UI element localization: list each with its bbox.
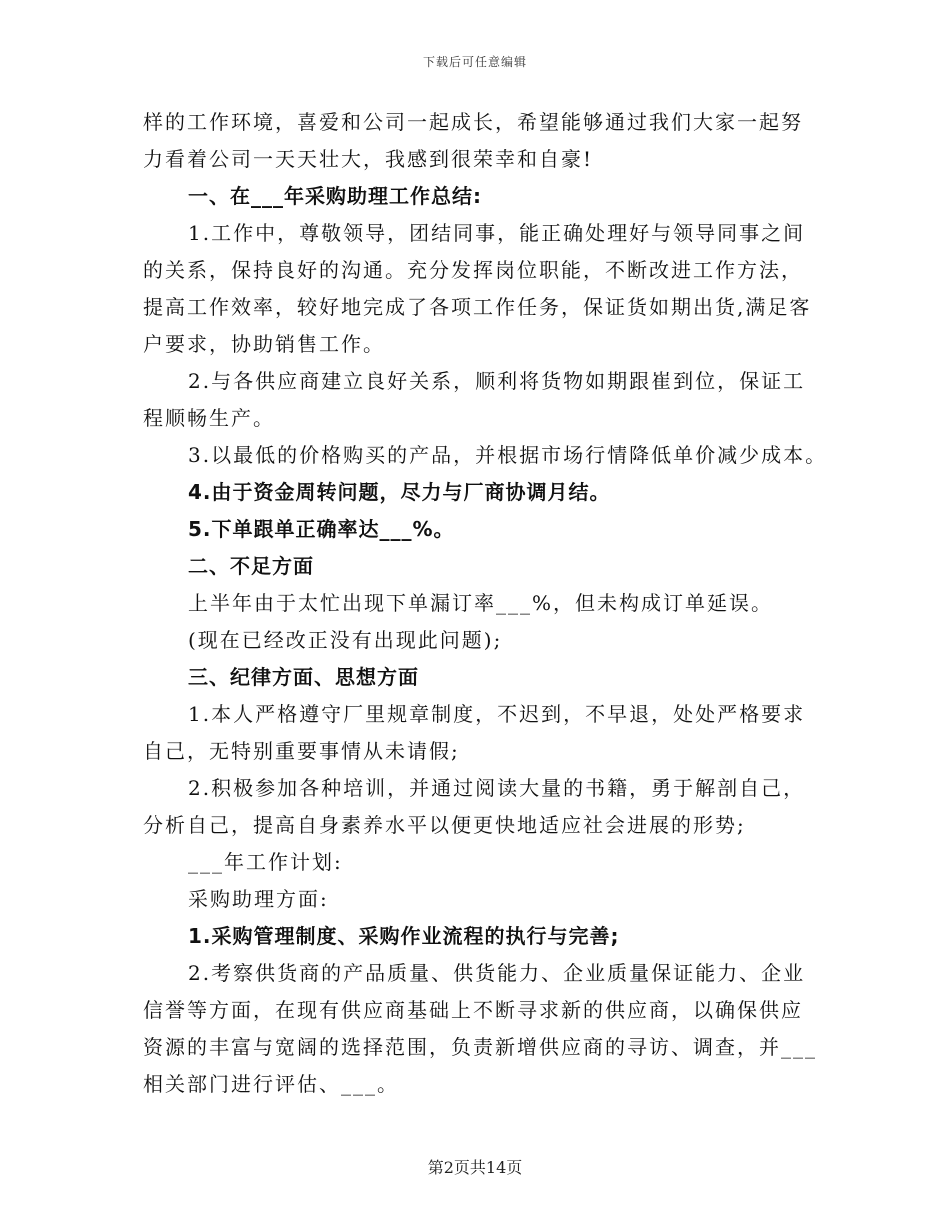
heading-line: 一、在___年采购助理工作总结:	[188, 184, 482, 208]
page-header: 下载后可任意编辑	[422, 55, 527, 69]
text-line: 提高工作效率，较好地完成了各项工作任务，保证货如期出货,满足客	[143, 295, 812, 319]
page-number: 第2页共14页	[427, 1158, 523, 1177]
text-line: 相关部门进行评估、___。	[143, 1072, 399, 1096]
text-line: 信誉等方面，在现有供应商基础上不断寻求新的供应商，以确保供应	[143, 998, 803, 1022]
text-line: 2.与各供应商建立良好关系，顺利将货物如期跟崔到位，保证工	[188, 369, 806, 393]
text-line: 2.考察供货商的产品质量、供货能力、企业质量保证能力、企业	[188, 961, 806, 985]
text-line: 2.积极参加各种培训，并通过阅读大量的书籍，勇于解剖自己，	[188, 776, 806, 800]
text-line: 1.工作中，尊敬领导，团结同事，能正确处理好与领导同事之间	[188, 221, 806, 245]
text-line: 采购助理方面:	[188, 887, 329, 911]
text-line: (现在已经改正没有出现此问题);	[188, 628, 503, 652]
document-body	[143, 104, 828, 1103]
text-line: 力看着公司一天天壮大，我感到很荣幸和自豪!	[143, 147, 594, 171]
text-line: 3.以最低的价格购买的产品，并根据市场行情降低单价减少成本。	[188, 443, 828, 467]
heading-line: 4.由于资金周转问题，尽力与厂商协调月结。	[188, 480, 611, 504]
text-line: 户要求，协助销售工作。	[143, 332, 385, 356]
text-line: 分析自己，提高自身素养水平以便更快地适应社会进展的形势;	[143, 813, 746, 837]
text-line: ___年工作计划:	[188, 850, 343, 874]
heading-line: 二、不足方面	[188, 554, 314, 578]
text-line: 的关系，保持良好的沟通。充分发挥岗位职能，不断改进工作方法，	[143, 258, 803, 282]
text-line: 程顺畅生产。	[143, 406, 275, 430]
text-line: 样的工作环境，喜爱和公司一起成长，希望能够通过我们大家一起努	[143, 110, 803, 134]
heading-line: 1.采购管理制度、采购作业流程的执行与完善;	[188, 924, 620, 948]
text-line: 资源的丰富与宽阔的选择范围，负责新增供应商的寻访、调查，并___	[143, 1035, 817, 1059]
heading-line: 三、纪律方面、思想方面	[188, 665, 419, 689]
text-line: 1.本人严格遵守厂里规章制度，不迟到，不早退，处处严格要求	[188, 702, 806, 726]
text-line: 自己，无特别重要事情从未请假;	[143, 739, 460, 763]
text-line: 上半年由于太忙出现下单漏订率___%，但未构成订单延误。	[188, 591, 774, 615]
heading-line: 5.下单跟单正确率达___%。	[188, 517, 455, 541]
